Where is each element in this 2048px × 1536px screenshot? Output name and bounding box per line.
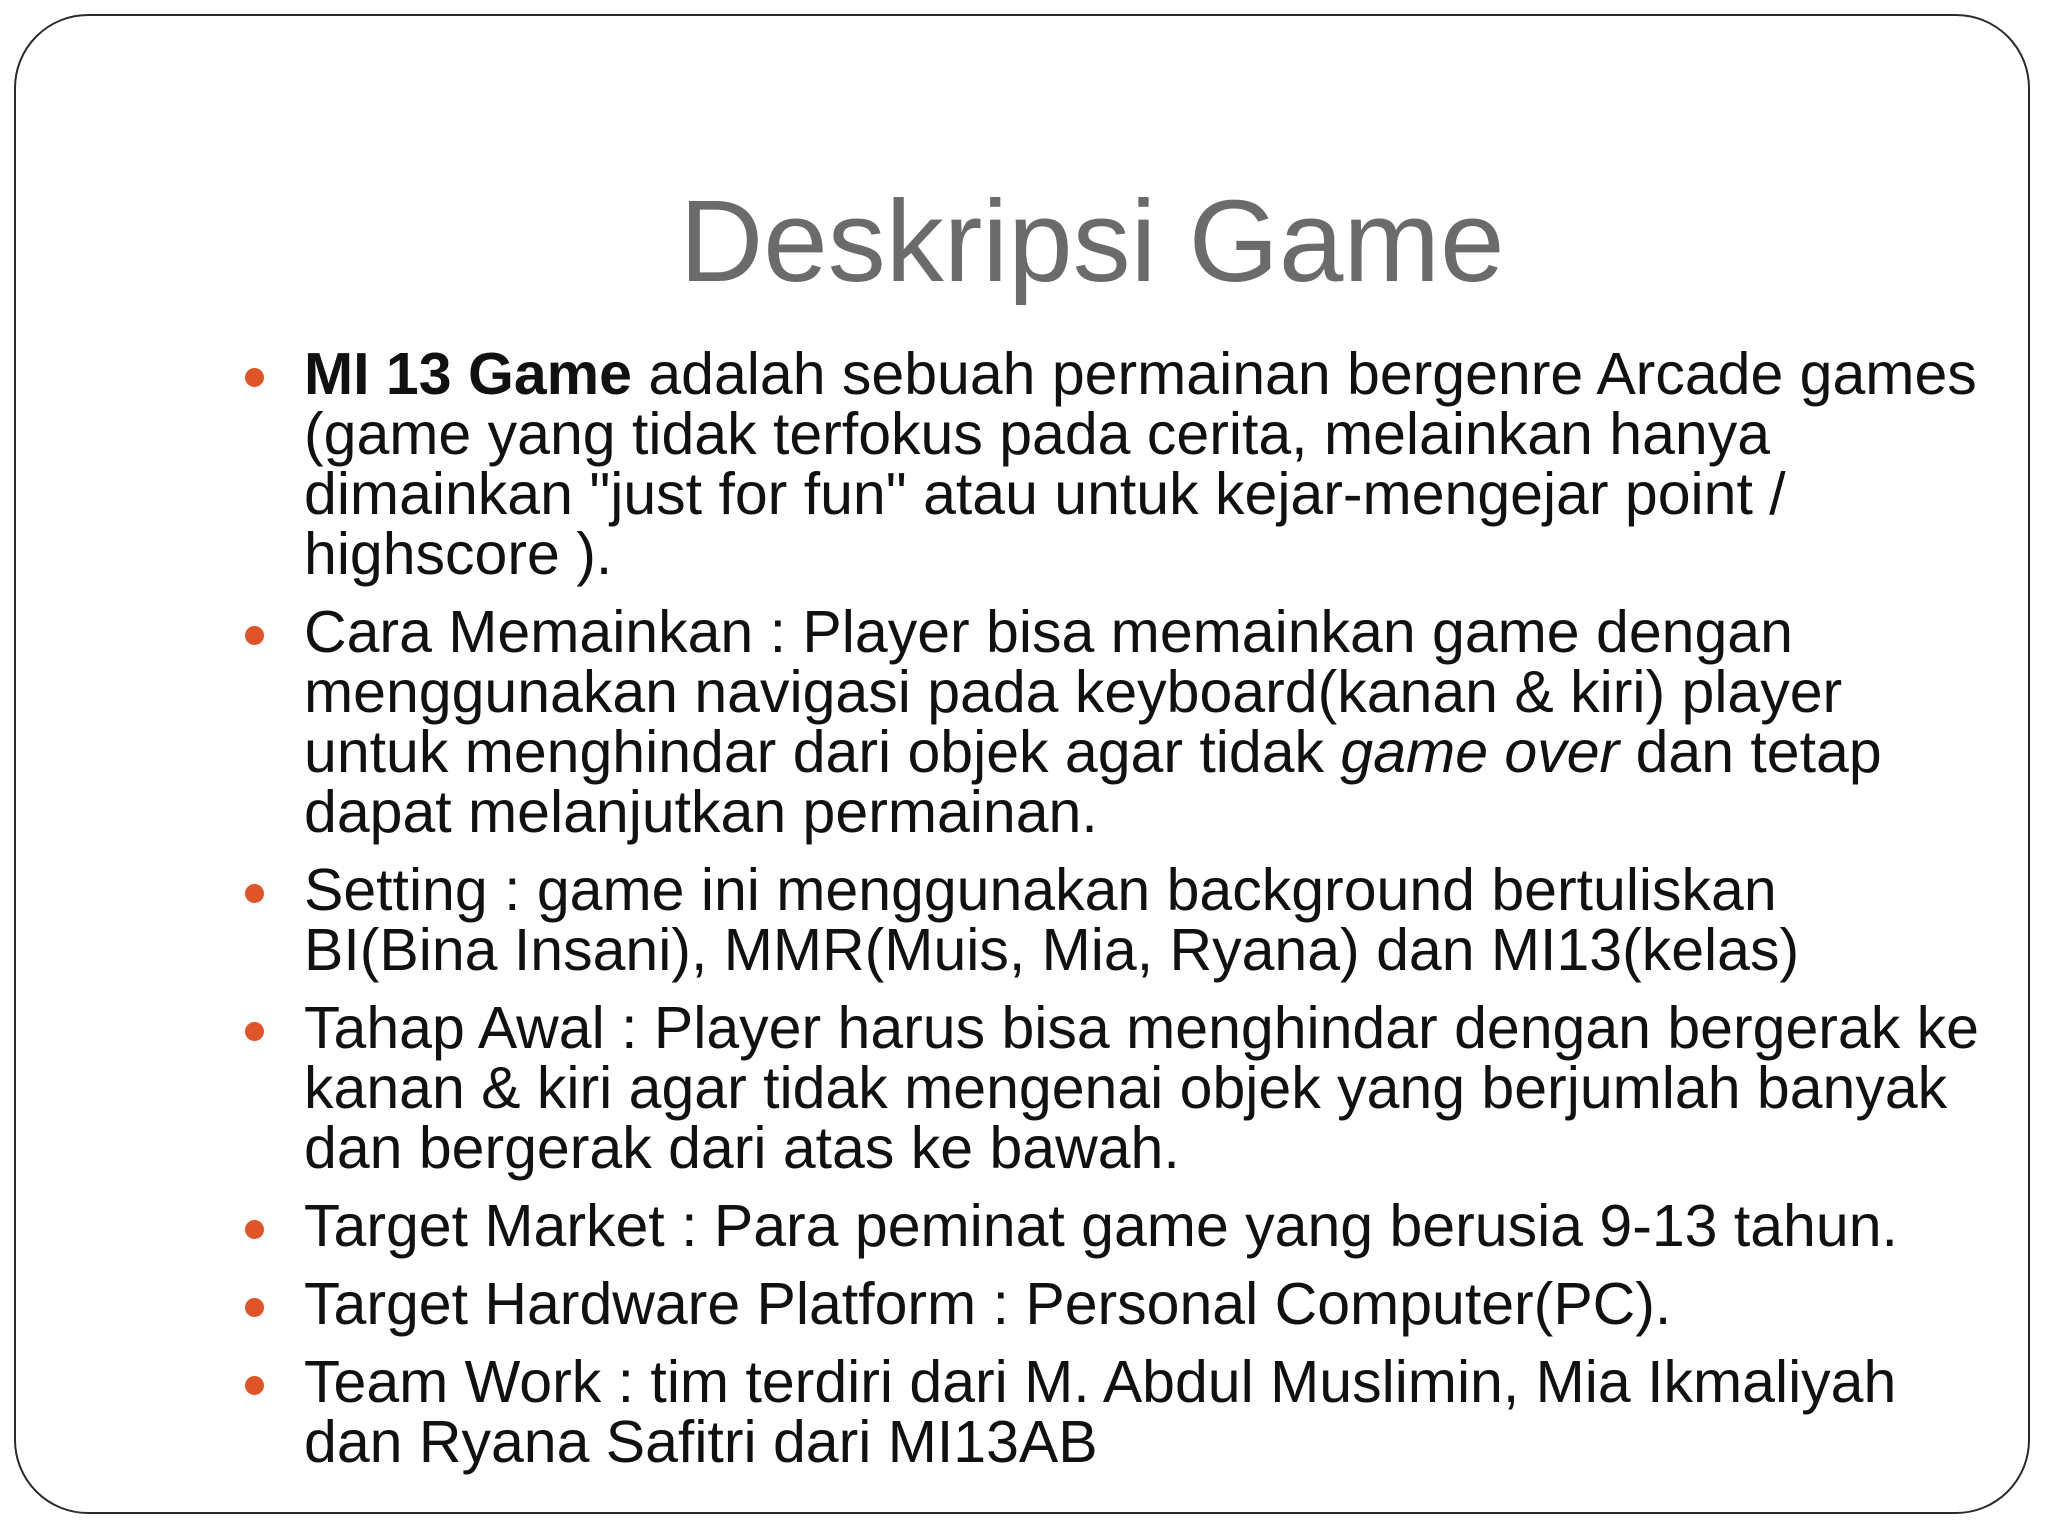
bullet-dot-icon — [245, 1022, 264, 1041]
bullet-item-target-hardware — [304, 1271, 1984, 1337]
bullet-item-early-stage — [304, 995, 1984, 1181]
bullet-text: Setting : game ini menggunakan background bertuliskan BI(Bina Insani), MMR(Muis, Mia, Ryana) dan MI13(kelas) — [304, 857, 1800, 983]
bullet-text: Tahap Awal : Player harus bisa menghindar dengan bergerak ke kanan & kiri agar tidak mengenai objek yang berjumlah banyak dan bergerak dari atas ke bawah. — [304, 995, 1979, 1181]
bullet-item-target-market — [304, 1193, 1984, 1259]
bullet-text-italic: game over — [1340, 719, 1620, 785]
bullet-text: dan tetap dapat melanjutkan permainan. — [304, 719, 1882, 845]
bullet-text: Cara Memainkan : Player bisa memainkan game dengan menggunakan navigasi pada keyboard(kanan & kiri) player untuk menghindar dari objek agar tidak — [304, 599, 1843, 785]
bullet-text: Team Work : tim terdiri dari M. Abdul Muslimin, Mia Ikmaliyah dan Ryana Safitri dari MI13AB — [304, 1349, 1897, 1475]
bullet-dot-icon — [245, 884, 264, 903]
bullet-text: adalah sebuah permainan bergenre Arcade games (game yang tidak terfokus pada cerita, melainkan hanya dimainkan "just for fun" atau untuk kejar-mengejar point / highscore ). — [304, 341, 1977, 587]
slide-title: Deskripsi Game — [679, 176, 1505, 306]
bullet-item-game-description — [304, 341, 1984, 587]
bullet-dot-icon — [245, 1220, 264, 1239]
bullet-dot-icon — [245, 1376, 264, 1395]
bullet-dot-icon — [245, 368, 264, 387]
bullet-dot-icon — [245, 626, 264, 645]
bullet-item-team-work — [304, 1349, 1984, 1475]
bullet-item-setting — [304, 857, 1984, 983]
slide-frame — [14, 14, 2030, 1514]
bullet-dot-icon — [245, 1298, 264, 1317]
game-name: MI 13 Game — [304, 341, 632, 407]
bullet-list — [304, 341, 1984, 1490]
bullet-item-how-to-play — [304, 599, 1984, 845]
bullet-text: Target Market : Para peminat game yang berusia 9-13 tahun. — [304, 1193, 1898, 1259]
bullet-text: Target Hardware Platform : Personal Computer(PC). — [304, 1271, 1672, 1337]
